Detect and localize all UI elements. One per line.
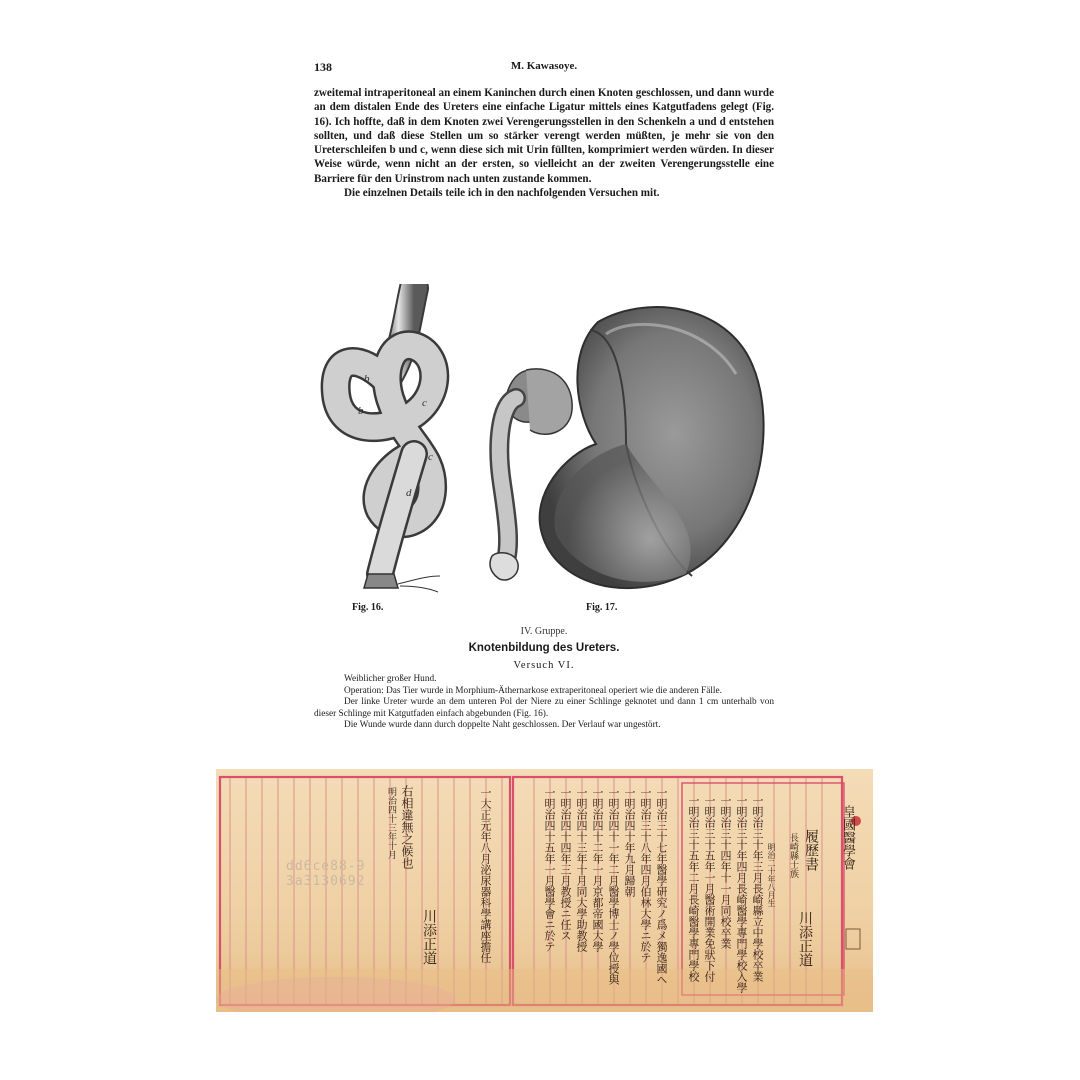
- paragraph: Weiblicher großer Hund.: [344, 674, 437, 684]
- body-text: [314, 86, 774, 200]
- manuscript-column: 一明治三十八年四月伯林大學ニ於テ: [639, 787, 652, 963]
- fig16-label: c: [422, 397, 427, 409]
- manuscript-column: 一大正元年八月泌尿器科學講座擔任: [479, 787, 492, 963]
- manuscript-column: 明治四十三年十月: [386, 787, 396, 859]
- manuscript-column: 一明治四十年九月歸朝: [623, 787, 636, 897]
- manuscript-column: 川添正道: [421, 909, 437, 965]
- fig16-label: b: [358, 405, 364, 417]
- manuscript-column: 皇國醫學會: [840, 805, 855, 870]
- fig17-kidney-illustration: [486, 294, 776, 594]
- scanned-page: [300, 52, 786, 752]
- manuscript-column: 一明治三十五年一月醫術開業免狀下付: [703, 795, 716, 982]
- watermark-line: 3a3130692: [286, 874, 366, 889]
- experiment-heading: Versuch VI.: [513, 660, 575, 671]
- experiment-text: [314, 674, 774, 732]
- fig16-caption: Fig. 16.: [352, 602, 384, 613]
- paragraph: zweitemal intraperitoneal an einem Kaninchen durch einen Knoten geschlossen, und dann wurde an dem distalen Ende des Ureters eine einfache Ligatur mittels eines Katgutfadens gelegt (Fig. 16). Ich hoffte, daß in dem Knoten zwei Verengerungsstellen in den Schenkeln a und d entstehen sollten, und daß diese Stellen um so stärker verengt werden müßten, je mehr sie von den Ureterschleifen b und c, wenn diese sich mit Urin füllten, komprimiert werden würden. In dieser Weise würde, wenn nicht an der ersten, so vielleicht an der zweiten Verengerungsstelle eine Barriere für den Urinstrom nach unten zustande kommen.: [314, 87, 774, 185]
- manuscript-column: 一明治三十年三月長崎縣立中學校卒業: [751, 795, 764, 982]
- manuscript-column: 一明治四十一年二月醫學博士ノ學位授與: [607, 787, 620, 985]
- manuscript-scroll: [216, 769, 873, 1012]
- paragraph: Operation: Das Tier wurde in Morphium-Äthernarkose extraperitoneal operiert wie die anderen Fälle.: [344, 685, 722, 696]
- page-header: [314, 60, 774, 78]
- manuscript-column: 一明治四十五年一月醫學會ニ於テ: [543, 787, 556, 952]
- running-head-author: M. Kawasoye.: [510, 60, 578, 72]
- paragraph: Die Wunde wurde dann durch doppelte Naht geschlossen. Der Verlauf war ungestört.: [344, 720, 661, 731]
- page-number: 138: [314, 60, 332, 74]
- manuscript-column: 一明治三十四年十一月同校卒業: [719, 795, 732, 949]
- manuscript-column: 一明治四十四年三月教授ニ任ス: [559, 787, 572, 941]
- manuscript-column: 明治二十年八月生: [767, 843, 776, 907]
- paragraph: Der linke Ureter wurde an dem unteren Pol der Niere zu einer Schlinge geknotet und dann 1 cm unterhalb von dieser Schlinge mit Katgutfaden einfach abgebunden (Fig. 16).: [314, 697, 774, 719]
- manuscript-column: 川添正道: [797, 911, 813, 967]
- manuscript-columns: [216, 769, 873, 1012]
- manuscript-column: 一明治三十年四月長崎醫學專門學校入學: [735, 795, 748, 993]
- section-title: Knotenbildung des Ureters.: [468, 642, 620, 654]
- paragraph: Die einzelnen Details teile ich in den nachfolgenden Versuchen mit.: [344, 187, 660, 200]
- fig16-label: c: [428, 451, 433, 463]
- group-heading: IV. Gruppe.: [520, 626, 568, 637]
- manuscript-column: 履歷書: [803, 829, 819, 871]
- fig16-label: b: [364, 373, 370, 385]
- figures: [300, 284, 786, 614]
- fig16-label: d: [406, 487, 412, 499]
- manuscript-column: 一明治三十五年二月長崎醫學專門學校: [687, 795, 700, 982]
- fig17-caption: Fig. 17.: [586, 602, 618, 613]
- manuscript-column: 一明治四十二年一月京都帝國大學: [591, 787, 604, 952]
- manuscript-column: 右相違無之候也: [400, 785, 414, 869]
- manuscript-column: 長崎縣士族: [788, 833, 798, 878]
- watermark-line: dd6ce88-9: [286, 859, 366, 874]
- manuscript-column: 一明治三十七年醫學研究ノ爲メ獨逸國ヘ: [655, 787, 668, 985]
- manuscript-column: 一明治四十三年十月同大學助教授: [575, 787, 588, 952]
- fig16-knot-illustration: [314, 284, 454, 604]
